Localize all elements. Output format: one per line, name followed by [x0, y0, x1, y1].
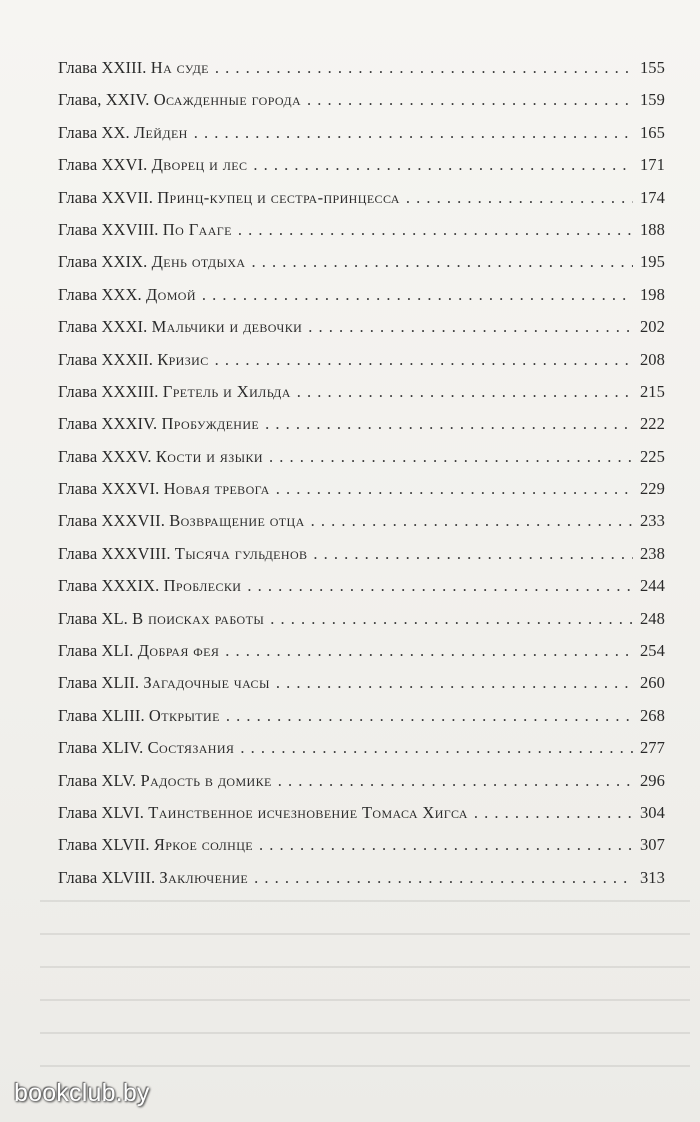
dot-leader: [202, 285, 633, 305]
toc-chapter-name: Возвращение отца: [169, 511, 305, 531]
toc-page-number: 254: [639, 641, 665, 661]
toc-chapter-label: Глава XX.: [58, 122, 130, 142]
toc-entry: [58, 609, 665, 641]
toc-page-number: 171: [639, 155, 665, 175]
toc-entry: [58, 350, 665, 382]
toc-chapter-label: Глава XXIX.: [58, 252, 148, 272]
toc-page-number: 248: [639, 608, 665, 628]
toc-chapter-label: Глава XLVI.: [58, 802, 144, 822]
toc-page-number: 215: [639, 381, 665, 401]
dot-leader: [311, 511, 633, 531]
toc-entry-title: [58, 58, 209, 78]
toc-chapter-label: Глава XXVIII.: [58, 219, 159, 239]
toc-chapter-label: Глава XLVII.: [58, 835, 150, 855]
toc-entry: [58, 576, 665, 608]
toc-chapter-label: Глава XLV.: [58, 770, 137, 790]
toc-entry-title: [58, 835, 253, 855]
dot-leader: [276, 673, 633, 693]
toc-page-number: 238: [639, 543, 665, 563]
toc-page-number: 225: [639, 446, 665, 466]
toc-entry: [58, 479, 665, 511]
toc-page-number: 174: [639, 187, 665, 207]
toc-page-number: 233: [639, 511, 665, 531]
toc-page-number: 307: [639, 835, 665, 855]
toc-entry: [58, 58, 665, 90]
toc-page-number: 188: [639, 219, 665, 239]
dot-leader: [226, 706, 633, 726]
toc-entry-title: [58, 285, 196, 305]
toc-page-number: 260: [639, 673, 665, 693]
toc-entry-title: [58, 641, 219, 661]
dot-leader: [270, 609, 633, 629]
dot-leader: [251, 252, 633, 272]
toc-entry-title: [58, 706, 220, 726]
toc-chapter-name: Проблески: [163, 576, 242, 596]
dot-leader: [225, 641, 633, 661]
toc-entry: [58, 641, 665, 673]
toc-entry: [58, 90, 665, 122]
toc-entry-title: [58, 771, 272, 791]
toc-chapter-label: Глава XXXII.: [58, 349, 153, 369]
toc-chapter-label: Глава XLII.: [58, 673, 140, 693]
toc-entry-title: [58, 220, 232, 240]
show-through-text: [40, 900, 690, 1100]
dot-leader: [259, 835, 633, 855]
toc-chapter-name: День отдыха: [151, 252, 246, 272]
toc-entry-title: [58, 803, 468, 823]
toc-page-number: 195: [639, 252, 665, 272]
toc-chapter-name: Дворец и лес: [151, 155, 248, 175]
toc-chapter-label: Глава XLIV.: [58, 738, 144, 758]
toc-entry-title: [58, 447, 263, 467]
dot-leader: [313, 544, 633, 564]
site-watermark: bookclub.by: [14, 1079, 150, 1107]
table-of-contents: [58, 58, 665, 900]
toc-chapter-name: Домой: [145, 284, 196, 304]
toc-entry: [58, 673, 665, 705]
toc-chapter-name: Тысяча гульденов: [174, 543, 308, 563]
toc-entry: [58, 317, 665, 349]
toc-page-number: 313: [639, 867, 665, 887]
toc-page-number: 159: [639, 90, 665, 110]
toc-entry: [58, 447, 665, 479]
dot-leader: [278, 771, 633, 791]
toc-chapter-name: Принц-купец и сестра-принцесса: [157, 187, 400, 207]
toc-chapter-name: Кризис: [157, 349, 209, 369]
dot-leader: [247, 576, 633, 596]
dot-leader: [269, 447, 633, 467]
toc-entry-title: [58, 738, 234, 758]
dot-leader: [240, 738, 633, 758]
toc-entry-title: [58, 188, 400, 208]
toc-entry: [58, 835, 665, 867]
toc-entry-title: [58, 252, 245, 272]
toc-page-number: 229: [639, 479, 665, 499]
dot-leader: [307, 90, 633, 110]
toc-entry-title: [58, 511, 305, 531]
dot-leader: [265, 414, 633, 434]
toc-entry: [58, 771, 665, 803]
toc-chapter-name: Мальчики и девочки: [151, 317, 303, 337]
toc-page-number: 296: [639, 770, 665, 790]
toc-page-number: 304: [639, 802, 665, 822]
toc-chapter-label: Глава XXXVII.: [58, 511, 165, 531]
dot-leader: [215, 350, 633, 370]
toc-page-number: 244: [639, 576, 665, 596]
toc-entry-title: [58, 350, 209, 370]
toc-chapter-label: Глава XXX.: [58, 284, 142, 304]
toc-entry-title: [58, 868, 248, 888]
toc-entry: [58, 544, 665, 576]
dot-leader: [297, 382, 633, 402]
toc-chapter-label: Глава XXXVI.: [58, 479, 160, 499]
toc-chapter-name: Яркое солнце: [153, 835, 254, 855]
toc-chapter-label: Глава XXXIV.: [58, 414, 158, 434]
toc-chapter-label: Глава XXXVIII.: [58, 543, 171, 563]
dot-leader: [474, 803, 633, 823]
toc-chapter-label: Глава XL.: [58, 608, 128, 628]
toc-chapter-name: Кости и языки: [155, 446, 263, 466]
toc-entry-title: [58, 479, 270, 499]
toc-chapter-label: Глава XLVIII.: [58, 867, 156, 887]
dot-leader: [253, 155, 633, 175]
toc-entry: [58, 414, 665, 446]
toc-chapter-name: Радость в домике: [140, 770, 272, 790]
toc-chapter-label: Глава XXXIII.: [58, 381, 159, 401]
toc-chapter-name: Добрая фея: [137, 641, 220, 661]
toc-chapter-name: Осажденные города: [153, 90, 302, 110]
toc-chapter-name: По Гааге: [162, 219, 232, 239]
dot-leader: [238, 220, 633, 240]
toc-page-number: 202: [639, 317, 665, 337]
toc-entry: [58, 511, 665, 543]
toc-entry: [58, 738, 665, 770]
toc-entry: [58, 803, 665, 835]
toc-chapter-name: Новая тревога: [163, 479, 270, 499]
toc-chapter-name: Пробуждение: [161, 414, 260, 434]
toc-chapter-label: Глава XXXIX.: [58, 576, 160, 596]
toc-entry-title: [58, 155, 247, 175]
toc-entry-title: [58, 544, 307, 564]
toc-page-number: 165: [639, 122, 665, 142]
toc-chapter-label: Глава XXVI.: [58, 155, 148, 175]
toc-entry: [58, 188, 665, 220]
toc-entry-title: [58, 90, 301, 110]
toc-entry: [58, 706, 665, 738]
toc-page-number: 277: [639, 738, 665, 758]
toc-chapter-label: Глава XXIII.: [58, 58, 147, 77]
toc-chapter-name: На суде: [150, 58, 209, 77]
toc-chapter-name: Таинственное исчезновение Томаса Хигса: [148, 802, 468, 822]
toc-chapter-label: Глава XXXV.: [58, 446, 152, 466]
toc-entry: [58, 252, 665, 284]
toc-entry-title: [58, 382, 291, 402]
toc-chapter-name: Лейден: [133, 122, 188, 142]
toc-chapter-label: Глава XXXI.: [58, 317, 148, 337]
toc-entry: [58, 868, 665, 900]
toc-entry-title: [58, 317, 302, 337]
toc-chapter-name: Открытие: [148, 705, 220, 725]
dot-leader: [215, 58, 633, 78]
dot-leader: [276, 479, 633, 499]
toc-entry-title: [58, 123, 188, 143]
toc-chapter-label: Глава XLI.: [58, 641, 134, 661]
toc-page-number: 155: [639, 58, 665, 77]
dot-leader: [406, 188, 633, 208]
toc-chapter-name: Гретель и Хильда: [162, 381, 291, 401]
toc-page-number: 268: [639, 705, 665, 725]
toc-chapter-name: Заключение: [159, 867, 249, 887]
toc-chapter-name: Загадочные часы: [143, 673, 270, 693]
toc-chapter-label: Глава XLIII.: [58, 705, 145, 725]
toc-entry: [58, 285, 665, 317]
toc-chapter-label: Глава XXVII.: [58, 187, 153, 207]
toc-entry: [58, 382, 665, 414]
toc-entry: [58, 123, 665, 155]
dot-leader: [308, 317, 633, 337]
dot-leader: [254, 868, 633, 888]
toc-page-number: 208: [639, 349, 665, 369]
toc-entry: [58, 155, 665, 187]
toc-entry-title: [58, 609, 264, 629]
dot-leader: [194, 123, 633, 143]
toc-chapter-name: Состязания: [147, 738, 235, 758]
toc-entry-title: [58, 673, 270, 693]
toc-entry: [58, 220, 665, 252]
toc-page-number: 198: [639, 284, 665, 304]
toc-chapter-label: Глава, XXIV.: [58, 90, 150, 110]
toc-entry-title: [58, 576, 241, 596]
toc-chapter-name: В поисках работы: [132, 608, 265, 628]
toc-entry-title: [58, 414, 259, 434]
toc-page-number: 222: [639, 414, 665, 434]
